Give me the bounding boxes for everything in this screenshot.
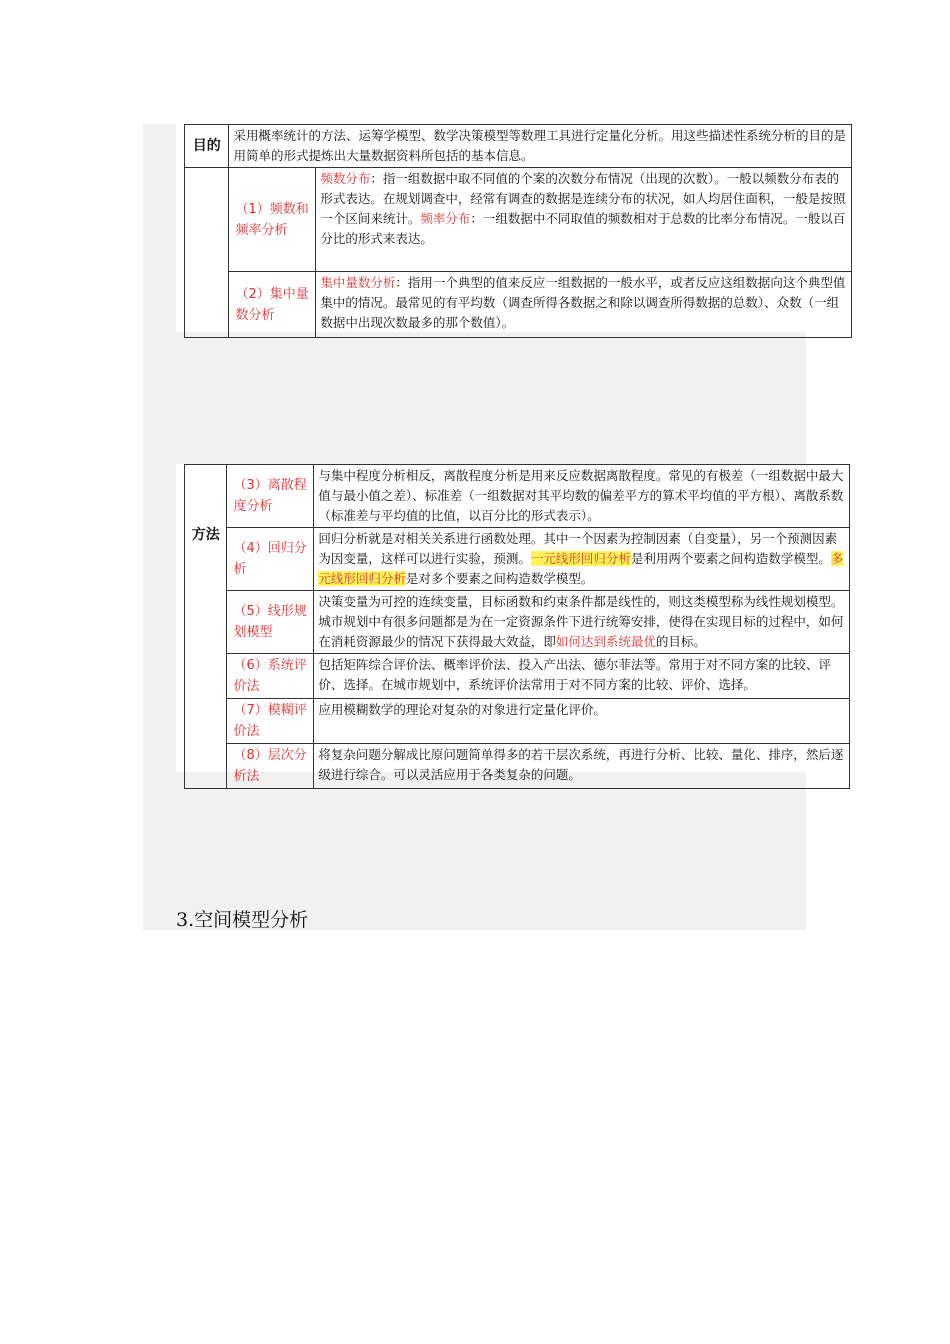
text-part: 决策变量为可控的连续变量，目标函数和约束条件都是线性的，则这类模型称为线性规划模型。城市规划中有很多问题都是为在一定资源条件下进行统筹安排，使得在实现目标的过程中，如何在消耗资源最少的情况下获得最大效益，即	[318, 594, 844, 649]
row-label-6: （6）系统评价法	[227, 654, 314, 699]
row-text-1	[316, 168, 852, 272]
row-text-4	[314, 528, 850, 591]
text-part: 频数分布	[320, 171, 371, 186]
purpose-text: 采用概率统计的方法、运筹学模型、数学决策模型等数理工具进行定量化分析。用这些描述性系统分析的目的是用简单的形式提炼出大量数据资料所包括的基本信息。	[229, 125, 852, 168]
row-text-7: 应用模糊数学的理论对复杂的对象进行定量化评价。	[314, 699, 850, 744]
table-image-top	[176, 124, 846, 332]
row-label-5: （5）线形规划模型	[227, 591, 314, 654]
highlight-term: 一元线形回归分析	[530, 551, 631, 566]
row-label-8: （8）层次分析法	[227, 744, 314, 789]
text-part: 频率分布	[420, 211, 471, 226]
row-label-4: （4）回归分析	[227, 528, 314, 591]
row-text-3: 与集中程度分析相反，离散程度分析是用来反应数据离散程度。常见的有极差（一组数据中最大值与最小值之差）、标准差（一组数据对其平均数的偏差平方的算术平均值的平方根）、离散系数（标准差与平均值的比值，以百分比的形式表示）。	[314, 465, 850, 528]
table-image-bottom	[176, 464, 846, 784]
purpose-header: 目的	[185, 125, 229, 168]
row-text-2	[316, 272, 852, 338]
row-text-5	[314, 591, 850, 654]
row-label-2: （2）集中量数分析	[229, 272, 316, 338]
analysis-table-top	[184, 124, 852, 338]
text-part: ：一组数据中不同取值的频数相对于总数的比率分布情况。一般以百分比的形式来表达。	[320, 211, 846, 246]
text-part: ：指一组数据中取不同值的个案的次数分布情况（出现的次数）。一般以频数分布表的形式表达。在规划调查中，经常有调查的数据是连续分布的状况，如人均居住面积，一般是按照一个区间来统计。	[320, 171, 846, 226]
method-header-top	[185, 168, 229, 338]
row-label-1: （1）频数和频率分析	[229, 168, 316, 272]
text-part: 如何达到系统最优	[555, 634, 656, 649]
row-text-6: 包括矩阵综合评价法、概率评价法、投入产出法、德尔菲法等。常用于对不同方案的比较、评价、选择。在城市规划中，系统评价法常用于对不同方案的比较、评价、选择。	[314, 654, 850, 699]
row-text-8: 将复杂问题分解成比原问题简单得多的若干层次系统，再进行分析、比较、量化、排序，然后逐级进行综合。可以灵活应用于各类复杂的问题。	[314, 744, 850, 789]
highlight-term: 多元线形回归分析	[318, 551, 844, 586]
text-part: 的目标。	[655, 634, 706, 649]
row-label-3: （3）离散程度分析	[227, 465, 314, 528]
text-part: 是对多个要素之间构造数学模型。	[405, 571, 594, 586]
analysis-table-bottom	[184, 464, 850, 789]
row-label-7: （7）模糊评价法	[227, 699, 314, 744]
text-part: 集中量数分析	[320, 275, 396, 290]
method-header: 方法	[185, 465, 227, 789]
text-part: ：指用一个典型的值来反应一组数据的一般水平，或者反应这组数据向这个典型值集中的情况。最常见的有平均数（调查所得各数据之和除以调查所得数据的总数）、众数（一组数据中出现次数最多的那个数值）。	[320, 275, 846, 330]
text-part: 回归分析就是对相关关系进行函数处理。其中一个因素为控制因素（自变量），另一个预测因素为因变量，这样可以进行实验，预测。	[318, 531, 838, 566]
section-heading: 3.空间模型分析	[176, 909, 309, 931]
text-part: 是利用两个要素之间构造数学模型。	[630, 551, 831, 566]
